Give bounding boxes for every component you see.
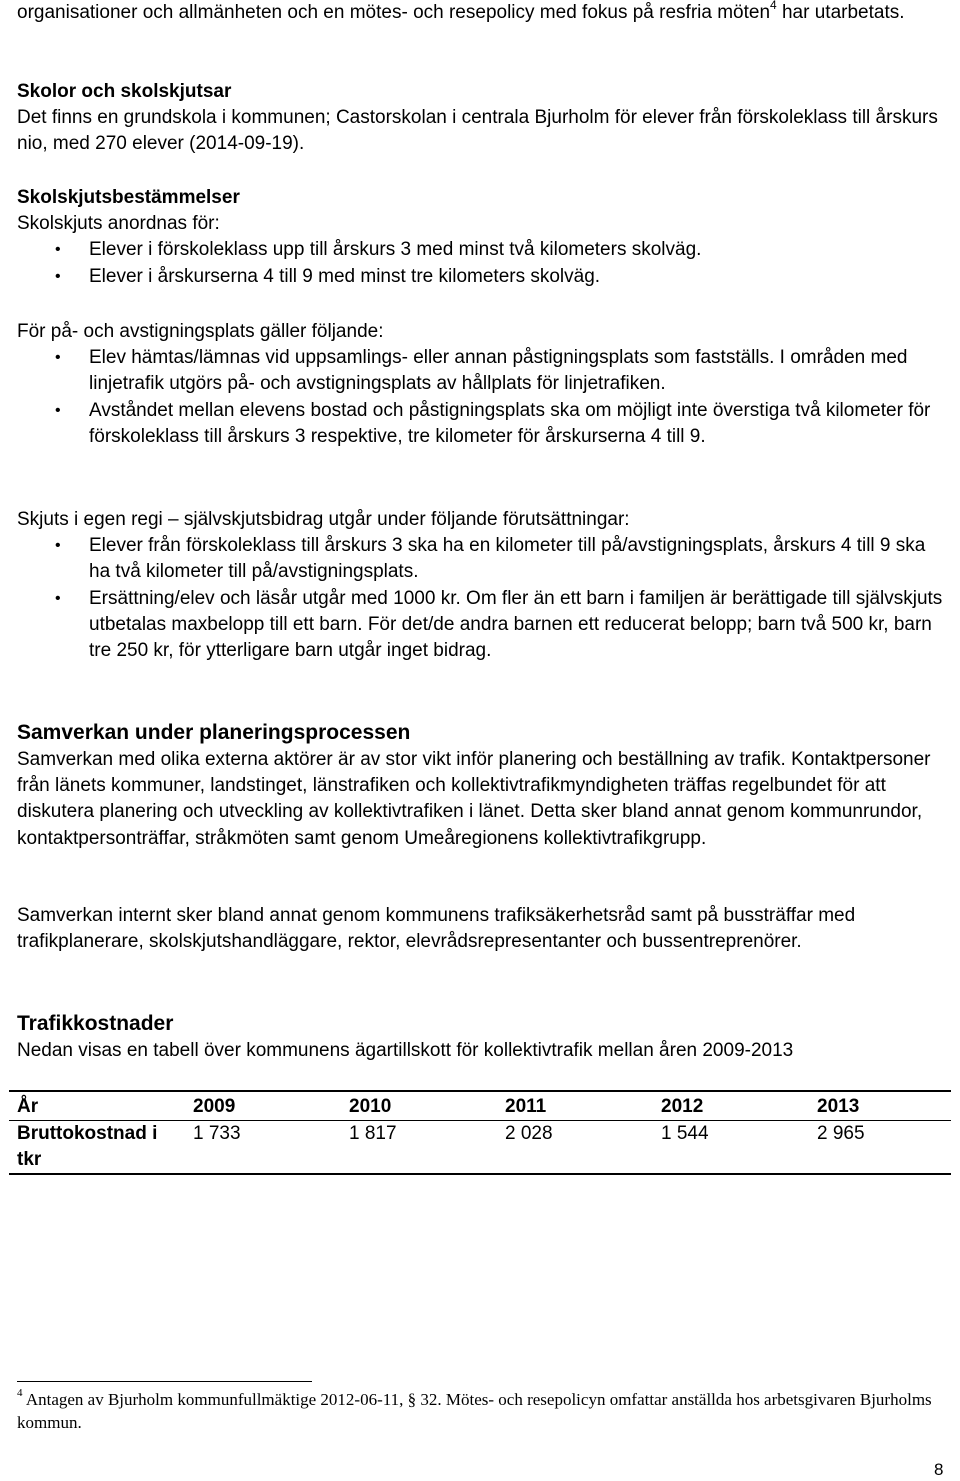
page-number: 8 <box>934 1460 944 1479</box>
table-row-label: Bruttokostnad i tkr <box>17 1123 158 1170</box>
footnote-ref: 4 <box>770 0 777 12</box>
table-header-cell: 2013 <box>817 1096 860 1117</box>
intro-text <box>17 0 947 26</box>
list-item: • Avståndet mellan elevens bostad och påstigningsplats ska om möjligt inte överstiga två kilometer för förskoleklass till årskurs 3 respektive, tre kilometer för årskurserna 4 till 9. <box>55 399 931 447</box>
list-item: • Elever i förskoleklass upp till årskurs 3 med minst två kilometers skolväg. <box>17 237 947 263</box>
cost-table <box>9 1090 951 1175</box>
own-transport-section <box>17 507 947 664</box>
footnote-text: Antagen av Bjurholm kommunfullmäktige 2012-06-11, § 32. Mötes- och resepolicyn omfattar anställda hos arbetsgivaren Bjurholms kommun. <box>17 1390 932 1432</box>
schools-text: Det finns en grundskola i kommunen; Castorskolan i centrala Bjurholm för elever från förskoleklass till årskurs nio, med 270 elever (2014-09-19). <box>17 107 938 155</box>
bullet-icon: • <box>55 267 61 285</box>
list-item: • Elev hämtas/lämnas vid uppsamlings- eller annan påstigningsplats som fastställs. I områden med linjetrafik utgörs på- och avstigningsplats av hållplats för linjetrafiken. <box>55 347 908 395</box>
intro-line-1: organisationer och allmänheten och en mötes- och resepolicy med fokus på resfria möten <box>17 2 771 23</box>
table-header-cell: År <box>17 1096 39 1117</box>
footnote-divider <box>17 1381 312 1382</box>
bullet-icon: • <box>55 241 61 259</box>
table-header-cell: 2010 <box>349 1096 392 1117</box>
boarding-intro: För på- och avstigningsplats gäller följande: <box>17 321 384 342</box>
table-header-cell: 2011 <box>505 1096 547 1117</box>
cooperation-paragraph-2: Samverkan internt sker bland annat genom kommunens trafiksäkerhetsråd samt på bussträffar med trafikplanerare, skolskjutshandläggare, rektor, elevrådsrepresentanter och bussentreprenörer. <box>17 905 856 953</box>
list-item: • Elever i årskurserna 4 till 9 med minst tre kilometers skolväg. <box>17 264 947 290</box>
rules-list <box>17 237 947 289</box>
own-transport-intro: Skjuts i egen regi – självskjutsbidrag utgår under följande förutsättningar: <box>17 509 630 530</box>
rules-section <box>17 185 947 290</box>
rules-heading: Skolskjutsbestämmelser <box>17 187 240 208</box>
table-cell: 1 733 <box>193 1123 241 1144</box>
table-row <box>9 1121 951 1175</box>
intro-section <box>17 0 947 26</box>
table-cell: 1 817 <box>349 1123 397 1144</box>
table-header-row <box>9 1091 951 1121</box>
rules-intro: Skolskjuts anordnas för: <box>17 213 220 235</box>
table-header-cell: 2012 <box>661 1096 704 1117</box>
costs-heading: Trafikkostnader <box>17 1012 174 1035</box>
boarding-list <box>17 345 947 450</box>
footnote <box>17 1388 937 1434</box>
own-transport-list <box>17 533 947 664</box>
table-cell: 2 965 <box>817 1123 865 1144</box>
schools-section <box>17 79 947 158</box>
intro-line-2: har utarbetats. <box>781 2 905 23</box>
schools-heading: Skolor och skolskjutsar <box>17 81 232 102</box>
costs-intro: Nedan visas en tabell över kommunens ägartillskott för kollektivtrafik mellan åren 2009-2013 <box>17 1040 794 1061</box>
bullet-icon: • <box>55 537 61 555</box>
cooperation-paragraph-1: Samverkan med olika externa aktörer är av stor vikt inför planering och beställning av trafik. Kontaktpersoner från länets kommuner, landstinget, länstrafiken och kollektivtrafikmyndigheten träffas regelbundet för att diskutera planering och utveckling av kollektivtrafiken i länet. Detta sker bland annat genom kommunrundor, kontaktpersonträffar, stråkmöten samt genom Umeåregionens kollektivtrafikgrupp. <box>17 749 931 849</box>
bullet-icon: • <box>55 401 61 419</box>
list-item: • Ersättning/elev och läsår utgår med 1000 kr. Om fler än ett barn i familjen är berättigade till självskjuts utbetalas maxbelopp till ett barn. För det/de andra barnen ett reducerat belopp; barn två 500 kr, barn tre 250 kr, för ytterligare barn utgår inget bidrag. <box>55 587 943 662</box>
cooperation-section <box>17 719 947 852</box>
cooperation-internal <box>17 903 947 955</box>
boarding-section <box>17 319 947 450</box>
list-item: • Elever från förskoleklass till årskurs 3 ska ha en kilometer till på/avstigningsplats, årskurs 4 till 9 ska ha två kilometer till på/avstigningsplats. <box>55 535 926 583</box>
footnote-number: 4 <box>17 1387 23 1400</box>
costs-section <box>17 1010 947 1064</box>
bullet-icon: • <box>55 589 61 607</box>
table-header-cell: 2009 <box>193 1096 236 1117</box>
table-cell: 2 028 <box>505 1123 553 1144</box>
bullet-icon: • <box>55 349 61 367</box>
cooperation-heading: Samverkan under planeringsprocessen <box>17 721 411 744</box>
table-cell: 1 544 <box>661 1123 709 1144</box>
cost-table-wrapper <box>17 1090 951 1175</box>
